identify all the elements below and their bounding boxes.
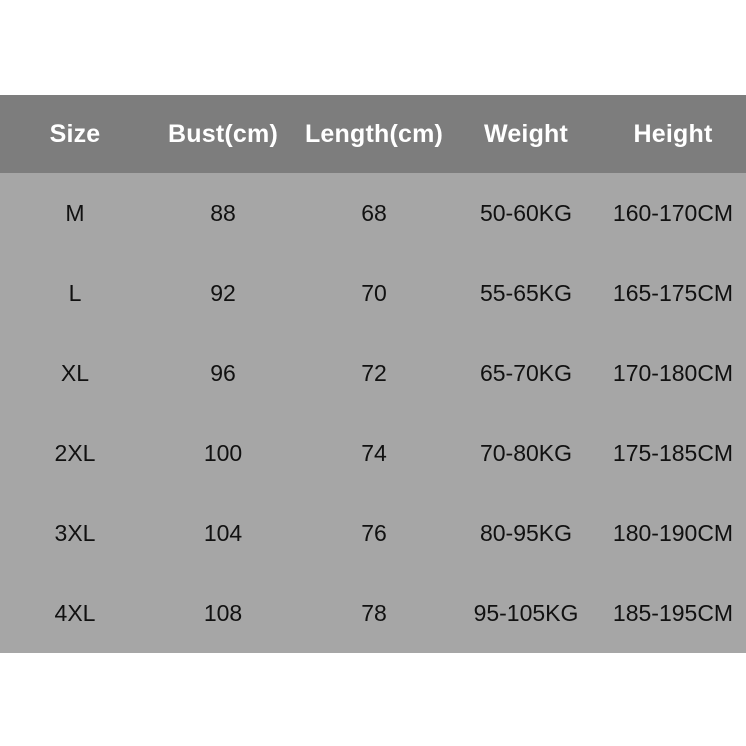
cell-bust: 92	[150, 253, 296, 333]
column-header-weight: Weight	[452, 95, 600, 173]
cell-height: 160-170CM	[600, 173, 746, 253]
cell-length: 76	[296, 493, 452, 573]
cell-size: 4XL	[0, 573, 150, 653]
cell-length: 70	[296, 253, 452, 333]
cell-bust: 96	[150, 333, 296, 413]
cell-length: 72	[296, 333, 452, 413]
table-row	[0, 573, 746, 653]
cell-length: 68	[296, 173, 452, 253]
cell-weight: 65-70KG	[452, 333, 600, 413]
table-row	[0, 493, 746, 573]
column-header-bust: Bust(cm)	[150, 95, 296, 173]
table-header-row	[0, 95, 746, 173]
table-row	[0, 413, 746, 493]
cell-size: XL	[0, 333, 150, 413]
column-header-size: Size	[0, 95, 150, 173]
table-body	[0, 173, 746, 653]
cell-size: 3XL	[0, 493, 150, 573]
cell-size: L	[0, 253, 150, 333]
cell-bust: 88	[150, 173, 296, 253]
cell-height: 175-185CM	[600, 413, 746, 493]
cell-height: 185-195CM	[600, 573, 746, 653]
column-header-height: Height	[600, 95, 746, 173]
column-header-length: Length(cm)	[296, 95, 452, 173]
table-row	[0, 253, 746, 333]
cell-weight: 50-60KG	[452, 173, 600, 253]
cell-weight: 55-65KG	[452, 253, 600, 333]
cell-height: 170-180CM	[600, 333, 746, 413]
cell-length: 74	[296, 413, 452, 493]
cell-length: 78	[296, 573, 452, 653]
cell-bust: 100	[150, 413, 296, 493]
cell-bust: 104	[150, 493, 296, 573]
cell-weight: 70-80KG	[452, 413, 600, 493]
cell-height: 180-190CM	[600, 493, 746, 573]
size-chart-table	[0, 95, 746, 653]
cell-size: M	[0, 173, 150, 253]
table-row	[0, 173, 746, 253]
table-header	[0, 95, 746, 173]
cell-bust: 108	[150, 573, 296, 653]
size-chart	[0, 95, 746, 653]
table-row	[0, 333, 746, 413]
cell-weight: 80-95KG	[452, 493, 600, 573]
cell-size: 2XL	[0, 413, 150, 493]
cell-weight: 95-105KG	[452, 573, 600, 653]
cell-height: 165-175CM	[600, 253, 746, 333]
